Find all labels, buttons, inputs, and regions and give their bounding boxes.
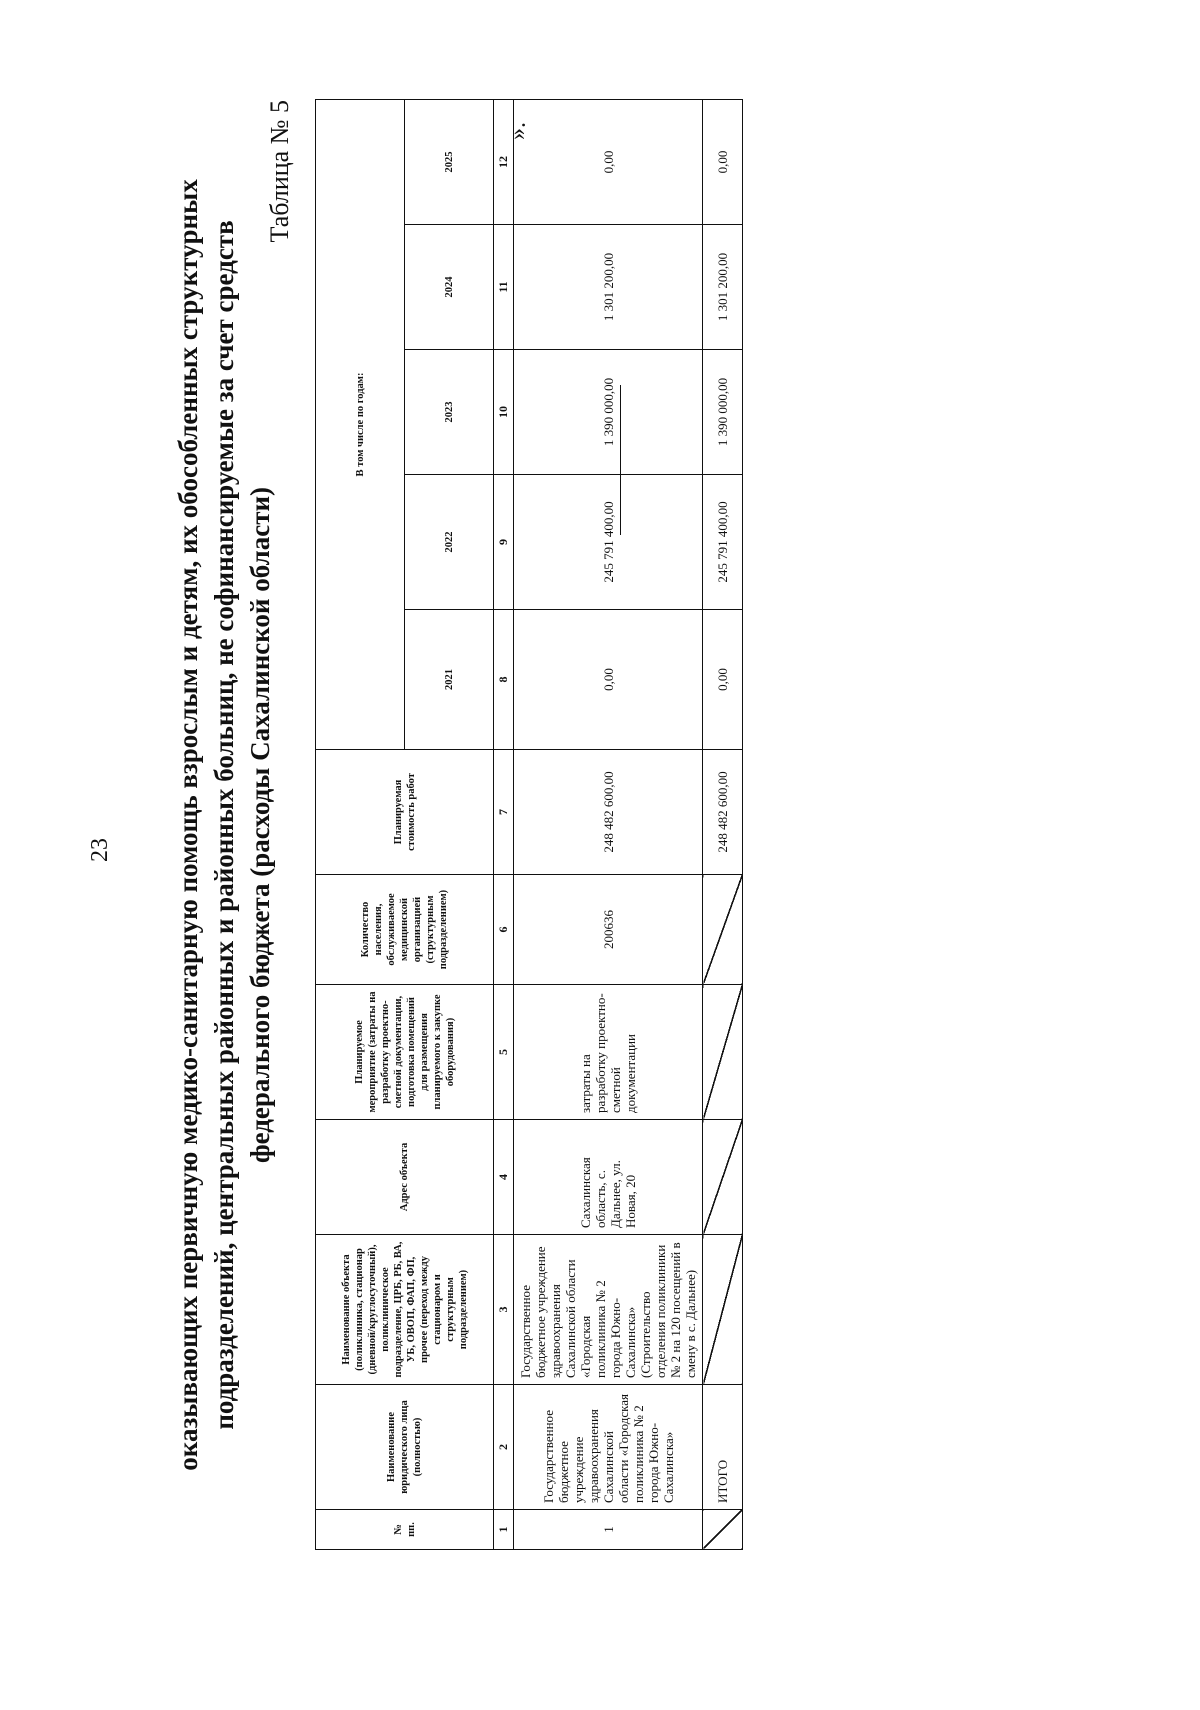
header-year-2022: 2022 — [405, 475, 494, 610]
header-year-2021: 2021 — [405, 610, 494, 750]
total-empty-num — [703, 1510, 743, 1550]
heading-line-1: оказывающих первичную медико-санитарную помощь взрослым и детям, их обособленных структурных — [173, 179, 203, 1471]
column-number: 3 — [494, 1235, 514, 1385]
column-number: 4 — [494, 1120, 514, 1235]
column-number: 11 — [494, 225, 514, 350]
row-num: 1 — [514, 1510, 703, 1550]
header-year-2025: 2025 — [405, 100, 494, 225]
total-row — [703, 100, 743, 1550]
row-legal-entity: Государственное бюджетное учреждение здравоохранения Сахалинской области «Городская поликлиника № 2 города Южно-Сахалинска» — [514, 1385, 703, 1510]
financing-table — [315, 99, 743, 1550]
closing-quote-mark: ». — [505, 122, 531, 140]
row-population: 200636 — [514, 875, 703, 985]
column-number: 10 — [494, 350, 514, 475]
total-empty-object — [703, 1235, 743, 1385]
separator-line — [620, 385, 621, 535]
header-activity: Планируемое мероприятие (затраты на разработку проектно-сметной документации, подготовка помещений для размещения планируемого к закупке оборудования) — [316, 985, 494, 1120]
header-years-group: В том числе по годам: — [316, 100, 405, 750]
header-year-2024: 2024 — [405, 225, 494, 350]
total-2023: 1 390 000,00 — [703, 350, 743, 475]
column-number: 12 — [494, 100, 514, 225]
heading-line-2: подразделений, центральных районных и районных больниц, не софинансируемые за счет средств — [209, 220, 239, 1430]
column-number: 7 — [494, 750, 514, 875]
column-number: 2 — [494, 1385, 514, 1510]
table-label: Таблица № 5 — [265, 100, 294, 243]
row-cost: 248 482 600,00 — [514, 750, 703, 875]
total-empty-activity — [703, 985, 743, 1120]
total-cost: 248 482 600,00 — [703, 750, 743, 875]
column-number: 5 — [494, 985, 514, 1120]
header-population: Количество населения, обслуживаемое медицинской организацией (структурным подразделением) — [316, 875, 494, 985]
document-heading — [170, 100, 278, 1550]
total-empty-population — [703, 875, 743, 985]
header-legal-entity: Наименование юридического лица (полностью) — [316, 1385, 494, 1510]
row-2025: 0,00 — [514, 100, 703, 225]
rotated-landscape-page — [170, 100, 1200, 1550]
total-2021: 0,00 — [703, 610, 743, 750]
row-activity: затраты на разработку проектно-сметной документации — [514, 985, 703, 1120]
table-row — [514, 100, 703, 1550]
header-cost: Планируемая стоимость работ — [316, 750, 494, 875]
header-year-2023: 2023 — [405, 350, 494, 475]
header-object: Наименование объекта (поликлиника, стационар (дневной/круглосуточный), поликлиническое подразделение, ЦРБ, РБ, ВА, УБ, ОВОП, ФАП, ФП, прочее (переход между стационаром и структурным подразделением) — [316, 1235, 494, 1385]
column-number: 8 — [494, 610, 514, 750]
row-2024: 1 301 200,00 — [514, 225, 703, 350]
total-2024: 1 301 200,00 — [703, 225, 743, 350]
row-2023: 1 390 000,00 — [514, 350, 703, 475]
page-number: 23 — [87, 838, 113, 862]
row-address: Сахалинская область, с. Дальнее, ул. Новая, 20 — [514, 1120, 703, 1235]
total-2022: 245 791 400,00 — [703, 475, 743, 610]
row-2021: 0,00 — [514, 610, 703, 750]
column-number-row — [494, 100, 514, 1550]
header-address: Адрес объекта — [316, 1120, 494, 1235]
total-empty-address — [703, 1120, 743, 1235]
total-label: ИТОГО — [703, 1385, 743, 1510]
header-row-1 — [316, 100, 405, 1550]
header-num: № пп. — [316, 1510, 494, 1550]
total-2025: 0,00 — [703, 100, 743, 225]
row-object: Государственное бюджетное учреждение здравоохранения Сахалинской области «Городская поликлиника № 2 города Южно-Сахалинска» (Строительство отделения поликлиники № 2 на 120 посещений в смену в с. Дальнее) — [514, 1235, 703, 1385]
column-number: 1 — [494, 1510, 514, 1550]
column-number: 6 — [494, 875, 514, 985]
heading-line-3: федерального бюджета (расходы Сахалинской области) — [245, 486, 275, 1164]
column-number: 9 — [494, 475, 514, 610]
row-2022: 245 791 400,00 — [514, 475, 703, 610]
